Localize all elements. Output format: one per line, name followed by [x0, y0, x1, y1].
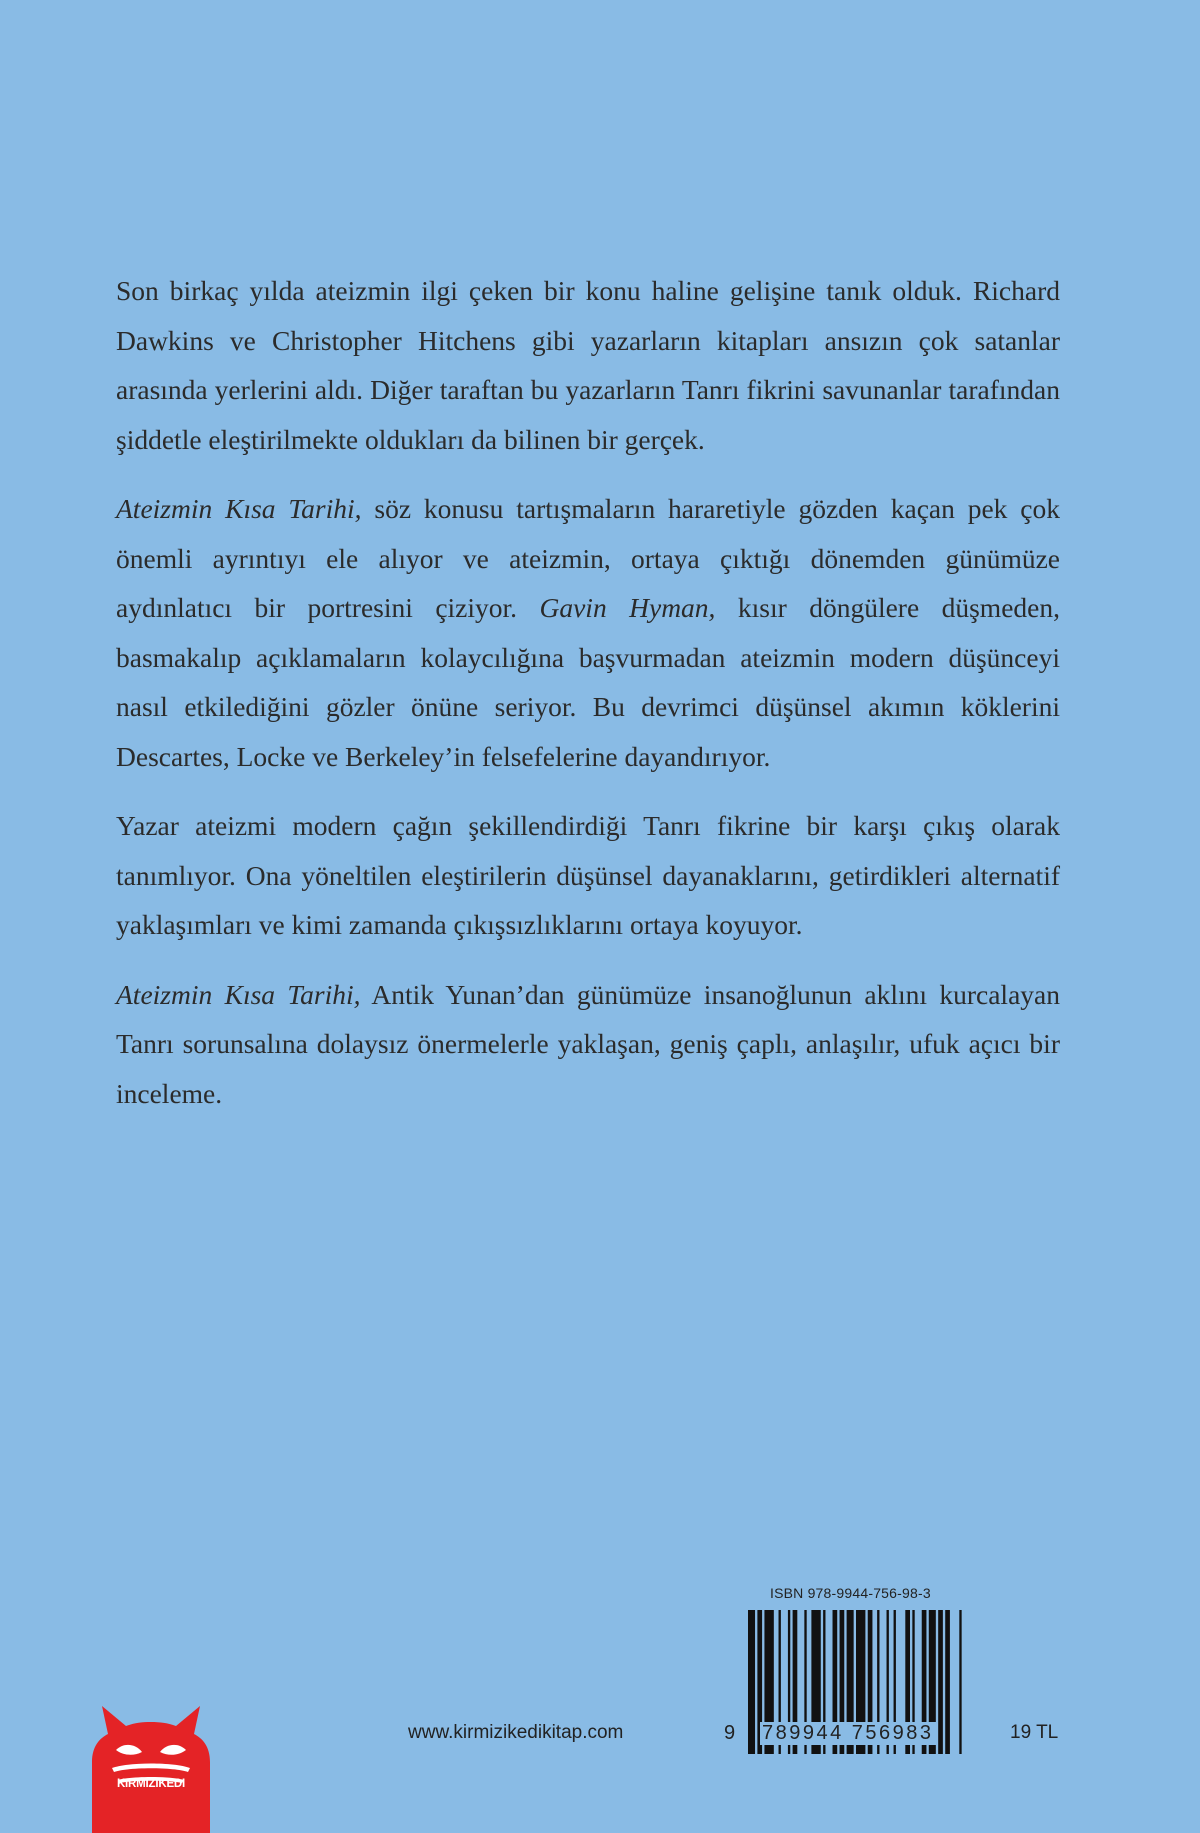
price-label: 19 TL: [1010, 1722, 1059, 1743]
blurb-text: Antik Yunan’dan günümüze insanoğlunun aklını kurcalayan Tanrı sorunsalına dolaysız önermelerle yaklaşan, geniş çaplı, anlaşılır, ufuk açıcı bir inceleme.: [116, 978, 1060, 1109]
blurb-paragraph-2: [116, 484, 1060, 781]
blurb-text: söz konusu tartışmaların hararetiyle gözden kaçan pek çok önemli ayrıntıyı ele alıyor ve ateizmin, ortaya çıktığı dönemden günümüze aydınlatıcı bir portresini çiziyor.: [116, 493, 1060, 623]
barcode-number: 789944 756983: [762, 1722, 934, 1744]
publisher-logo: [88, 1706, 214, 1833]
book-title: Ateizmin Kısa Tarihi,: [116, 978, 361, 1010]
blurb-paragraph-3: Yazar ateizmi modern çağın şekillendirdiği Tanrı fikrine bir karşı çıkış olarak tanımlıyor. Ona yöneltilen eleştirilerin düşünsel dayanaklarını, getirdikleri alternatif yaklaşımları ve kimi zamanda çıkışsızlıklarını ortaya koyuyor.: [116, 810, 1060, 940]
publisher-website: www.kirmizikedikitap.com: [408, 1722, 624, 1743]
author-name: Gavin Hyman,: [539, 592, 716, 623]
blurb-paragraph-4: [116, 970, 1060, 1119]
blurb-paragraph-1: Son birkaç yılda ateizmin ilgi çeken bir konu haline gelişine tanık olduk. Richard Dawkins ve Christopher Hitchens gibi yazarların kitapları ansızın çok satanlar arasında yerlerini aldı. Diğer taraftan bu yazarların Tanrı fikrini savunanlar tarafından şiddetle eleştirilmekte oldukları da bilinen bir gerçek.: [116, 275, 1060, 455]
blurb-text: kısır döngülere düşmeden, basmakalıp açıklamaların kolaycılığına başvurmadan ateizmin modern düşünceyi nasıl etkilediğini gözler önüne seriyor. Bu devrimci düşünsel akımın köklerini Descartes, Locke ve Berkeley’in felsefelerine dayandırıyor.: [116, 592, 1060, 772]
publisher-logo-text: KIRMIZIKEDI: [116, 1778, 186, 1790]
isbn-label: ISBN 978-9944-756-98-3: [770, 1585, 931, 1601]
book-title: Ateizmin Kısa Tarihi,: [116, 493, 362, 524]
red-cat-icon: [92, 1706, 210, 1833]
back-cover-blurb: [116, 266, 1060, 1138]
barcode-lead-digit: 9: [724, 1722, 738, 1744]
